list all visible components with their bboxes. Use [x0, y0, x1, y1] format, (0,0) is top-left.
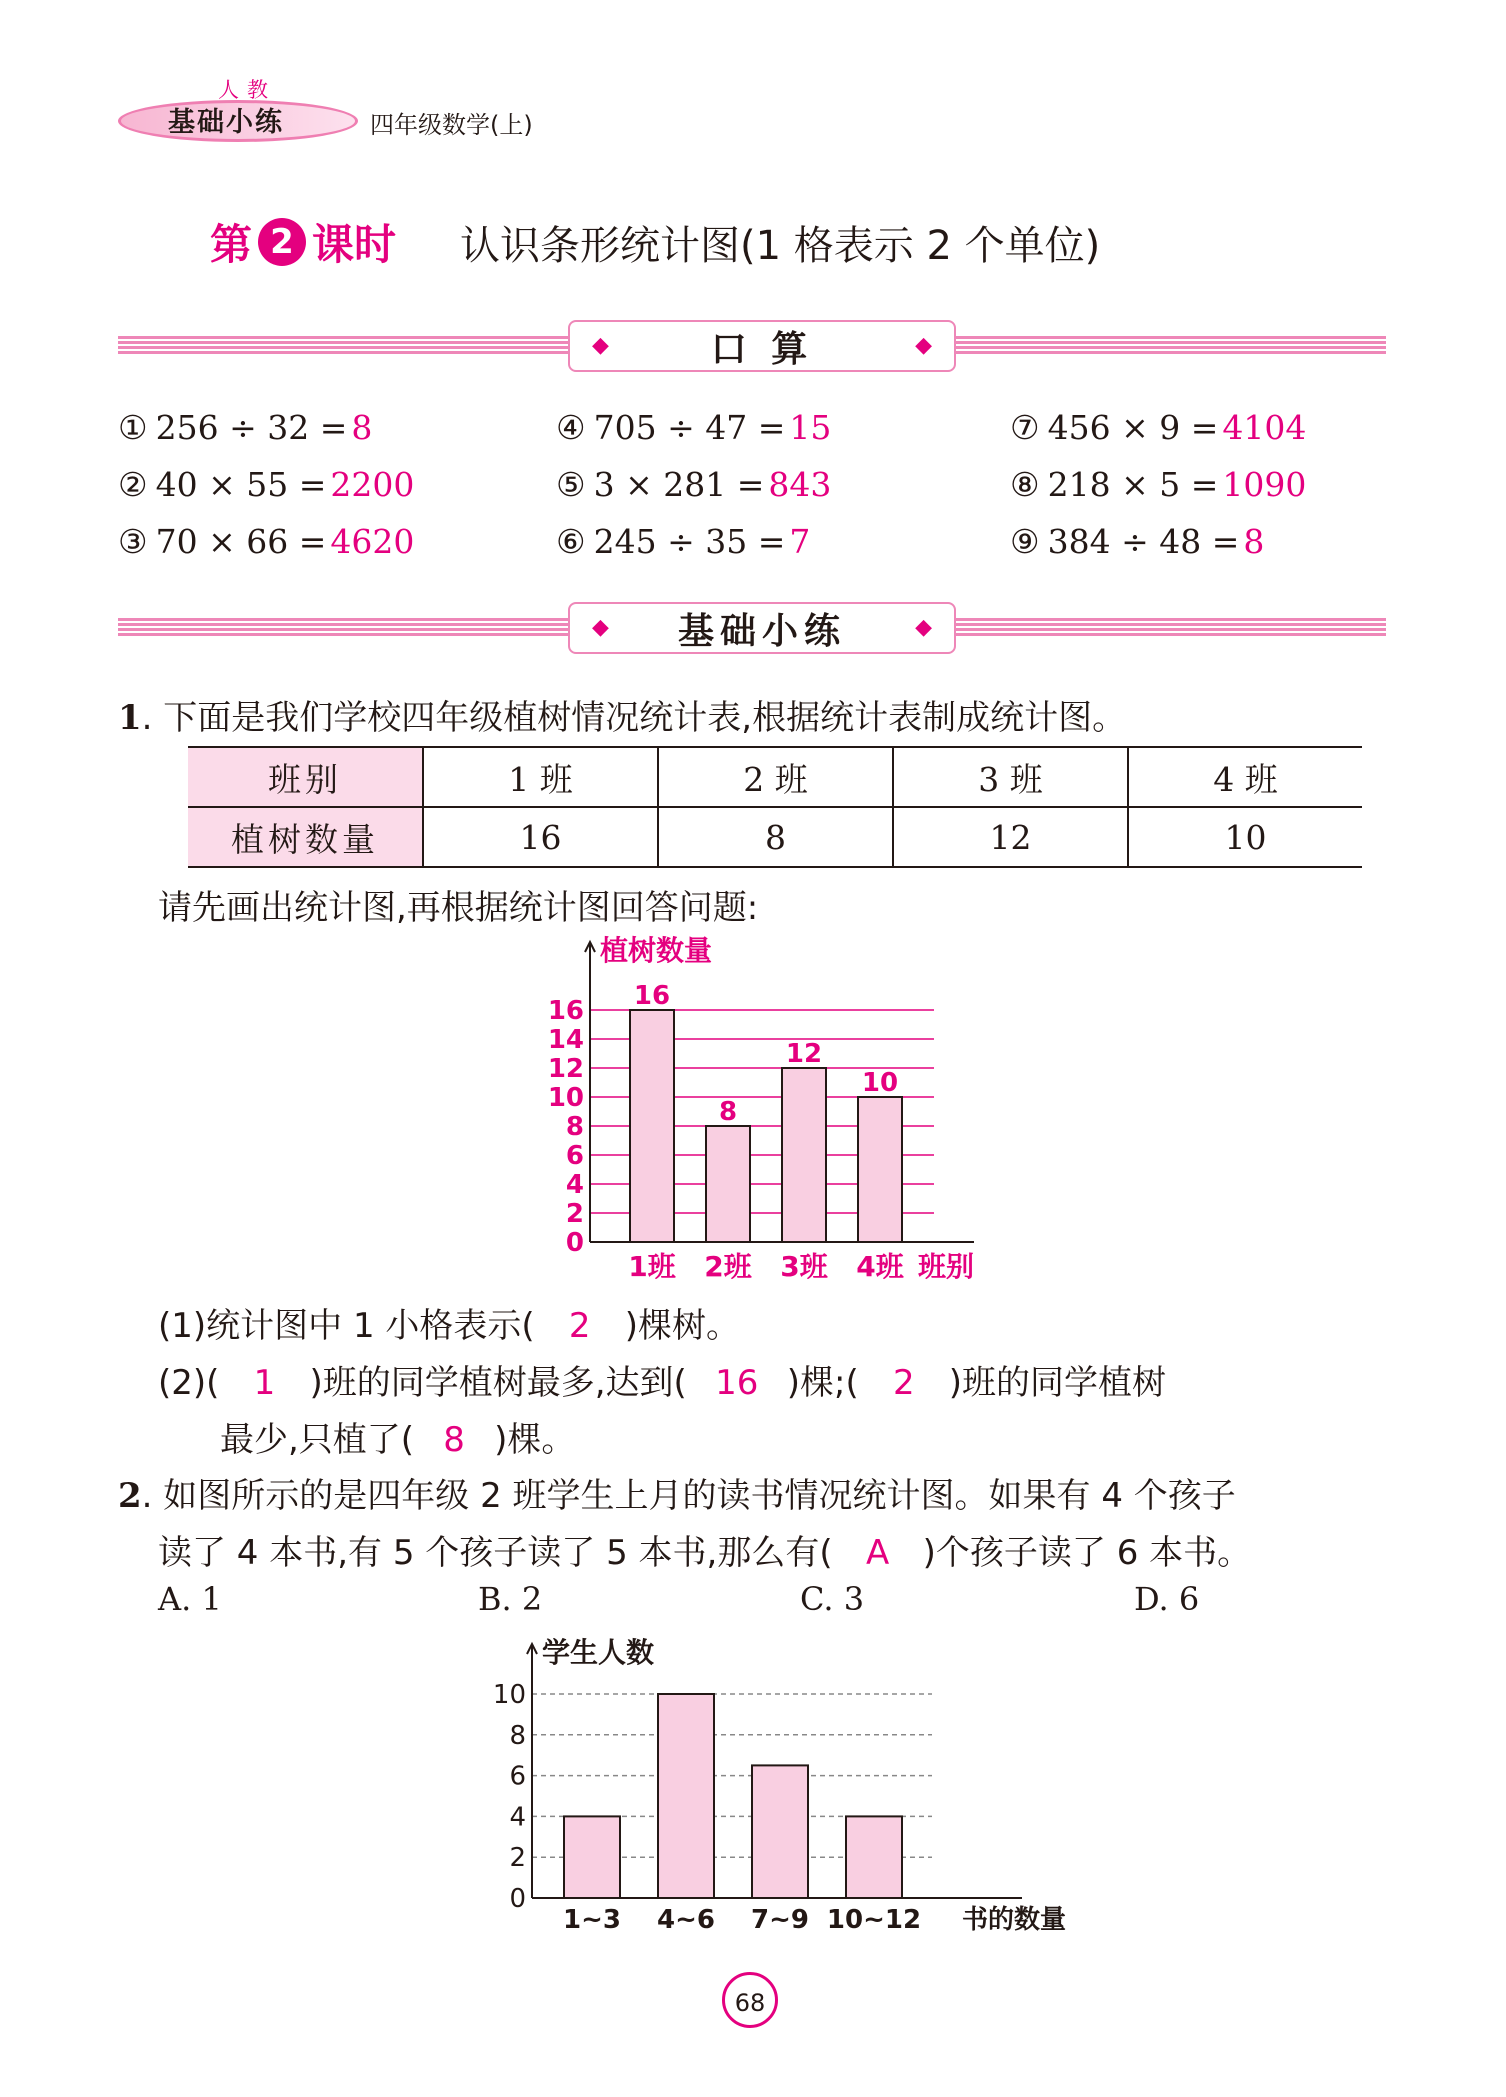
- calc-expression: 705 ÷ 47 =: [593, 408, 786, 447]
- section-banner-basic: [568, 602, 956, 654]
- y-tick-label: 6: [565, 1141, 584, 1171]
- y-tick-label: 10: [492, 1680, 526, 1710]
- sub2-text: )班的同学植树最多,达到(: [309, 1363, 687, 1403]
- answer-blank[interactable]: 8: [443, 1420, 465, 1460]
- calc-expression: 70 × 66 =: [155, 522, 327, 561]
- question-1-sub1: [158, 1298, 740, 1347]
- calc-answer[interactable]: 2200: [330, 465, 415, 504]
- y-axis-label: 学生人数: [542, 1636, 655, 1669]
- tree-planting-table: [188, 746, 1362, 868]
- answer-blank[interactable]: 2: [568, 1306, 591, 1346]
- calc-item: [1010, 522, 1264, 561]
- x-tick-label: 3班: [780, 1250, 828, 1283]
- diamond-icon: ◆: [592, 333, 609, 358]
- section-title-oral: 口 算: [710, 328, 814, 370]
- calc-answer[interactable]: 15: [789, 408, 832, 447]
- calc-mark: ①: [118, 408, 148, 447]
- question-1-stem: . 下面是我们学校四年级植树情况统计表,根据统计表制成统计图。: [141, 698, 1127, 738]
- diamond-icon: ◆: [915, 333, 932, 358]
- x-axis-label: 班别: [918, 1250, 975, 1283]
- calc-answer[interactable]: 8: [1243, 522, 1265, 561]
- calc-mark: ⑨: [1010, 522, 1040, 561]
- calc-mark: ④: [556, 408, 586, 447]
- y-tick-label: 4: [565, 1170, 584, 1200]
- table-row: [188, 807, 1362, 867]
- sub2-text: (2)(: [158, 1363, 220, 1403]
- x-tick-label: 1~3: [563, 1905, 621, 1935]
- question-1-sub2: [158, 1355, 1166, 1404]
- table-cell: 8: [658, 807, 893, 867]
- calc-mark: ⑦: [1010, 408, 1040, 447]
- table-header-cell: 班别: [188, 747, 423, 807]
- sub2-text: )棵。: [494, 1420, 576, 1460]
- option-b[interactable]: B. 2: [478, 1580, 543, 1618]
- series-title: 基础小练: [168, 107, 284, 138]
- calc-answer[interactable]: 4104: [1222, 408, 1307, 447]
- y-tick-label: 6: [509, 1761, 526, 1792]
- calc-expression: 256 ÷ 32 =: [155, 408, 348, 447]
- y-tick-label: 0: [565, 1228, 584, 1258]
- diamond-icon: ◆: [592, 615, 609, 640]
- bar: [846, 1816, 902, 1898]
- calc-item: [556, 408, 831, 447]
- question-number: 2: [118, 1476, 142, 1516]
- table-cell: 3 班: [893, 747, 1128, 807]
- question-1-instruction: 请先画出统计图,再根据统计图回答问题:: [158, 888, 759, 928]
- table-row: [188, 747, 1362, 807]
- calc-answer[interactable]: 4620: [330, 522, 415, 561]
- question-2-stem: 读了 4 本书,有 5 个孩子读了 5 本书,那么有(: [158, 1533, 833, 1573]
- bar: [706, 1126, 750, 1242]
- x-tick-label: 7~9: [751, 1905, 809, 1935]
- y-tick-label: 2: [509, 1843, 526, 1874]
- publisher-label: 人教: [218, 78, 276, 102]
- calc-mark: ②: [118, 465, 148, 504]
- answer-blank[interactable]: 2: [892, 1363, 915, 1403]
- table-cell: 12: [893, 807, 1128, 867]
- sub2-text: 最少,只植了(: [220, 1420, 415, 1460]
- bar-value-label: 8: [718, 1097, 738, 1127]
- option-c[interactable]: C. 3: [800, 1580, 865, 1618]
- lesson-number: 2: [258, 218, 306, 266]
- answer-blank[interactable]: 1: [253, 1363, 276, 1403]
- sub1-text: (1)统计图中 1 小格表示(: [158, 1306, 535, 1346]
- bar: [752, 1765, 808, 1898]
- table-cell: 2 班: [658, 747, 893, 807]
- bar: [630, 1010, 674, 1242]
- question-1-text: [118, 690, 1126, 739]
- y-tick-label: 10: [547, 1083, 584, 1113]
- section-banner-oral: [568, 320, 956, 372]
- calc-answer[interactable]: 7: [789, 522, 811, 561]
- answer-blank[interactable]: A: [865, 1533, 890, 1573]
- sub2-text: )棵;(: [786, 1363, 859, 1403]
- bar-value-label: 12: [785, 1039, 823, 1069]
- y-tick-label: 12: [547, 1054, 584, 1084]
- calc-mark: ⑧: [1010, 465, 1040, 504]
- x-tick-label: 2班: [704, 1250, 752, 1283]
- calc-mark: ③: [118, 522, 148, 561]
- book-label: 四年级数学(上): [370, 111, 533, 139]
- calc-mark: ⑤: [556, 465, 586, 504]
- y-tick-label: 2: [565, 1199, 584, 1229]
- y-axis-label: 植树数量: [600, 934, 713, 967]
- x-tick-label: 10~12: [826, 1905, 922, 1935]
- y-tick-label: 4: [509, 1802, 526, 1833]
- option-a[interactable]: A. 1: [158, 1580, 222, 1618]
- bar: [564, 1816, 620, 1898]
- calc-expression: 245 ÷ 35 =: [593, 522, 786, 561]
- question-2-stem: )个孩子读了 6 本书。: [922, 1533, 1252, 1573]
- page-number: 68: [722, 1972, 778, 2028]
- calc-answer[interactable]: 843: [768, 465, 832, 504]
- calc-item: [1010, 465, 1306, 504]
- calc-expression: 40 × 55 =: [155, 465, 327, 504]
- calc-expression: 218 × 5 =: [1047, 465, 1219, 504]
- y-tick-label: 8: [565, 1112, 584, 1142]
- sub2-text: )班的同学植树: [948, 1363, 1167, 1403]
- y-tick-label: 16: [547, 996, 584, 1026]
- calc-answer[interactable]: 1090: [1222, 465, 1307, 504]
- question-2-stem: . 如图所示的是四年级 2 班学生上月的读书情况统计图。如果有 4 个孩子: [141, 1476, 1236, 1516]
- bar: [782, 1068, 826, 1242]
- sub1-text: )棵树。: [624, 1306, 740, 1346]
- reading-bar-chart: [470, 1630, 1070, 1950]
- y-tick-label: 0: [509, 1884, 526, 1914]
- table-cell: 16: [423, 807, 658, 867]
- question-2-text: [118, 1468, 1236, 1517]
- x-tick-label: 4班: [856, 1250, 904, 1283]
- calc-item: [118, 522, 414, 561]
- lesson-suffix: 课时: [312, 220, 397, 269]
- lesson-badge: [210, 212, 396, 272]
- x-axis-label: 书的数量: [962, 1905, 1067, 1935]
- lesson-title: 认识条形统计图(1 格表示 2 个单位): [460, 223, 1101, 269]
- question-1-sub2-cont: [220, 1412, 575, 1461]
- question-2-line2: [158, 1525, 1251, 1574]
- calc-item: [118, 408, 372, 447]
- diamond-icon: ◆: [915, 615, 932, 640]
- answer-blank[interactable]: 16: [715, 1363, 759, 1403]
- table-header-cell: 植树数量: [188, 807, 423, 867]
- bar: [858, 1097, 902, 1242]
- lesson-prefix: 第: [210, 220, 253, 269]
- y-tick-label: 14: [547, 1025, 584, 1055]
- tree-planting-bar-chart: [500, 930, 1020, 1290]
- bar: [658, 1694, 714, 1898]
- question-number: 1: [118, 698, 142, 738]
- option-d[interactable]: D. 6: [1134, 1580, 1200, 1618]
- calc-item: [556, 522, 810, 561]
- calc-mark: ⑥: [556, 522, 586, 561]
- bar-value-label: 16: [633, 981, 671, 1011]
- calc-expression: 456 × 9 =: [1047, 408, 1219, 447]
- table-cell: 1 班: [423, 747, 658, 807]
- calc-item: [1010, 408, 1306, 447]
- x-tick-label: 1班: [628, 1250, 676, 1283]
- table-cell: 4 班: [1128, 747, 1362, 807]
- calc-item: [556, 465, 831, 504]
- calc-answer[interactable]: 8: [351, 408, 373, 447]
- table-cell: 10: [1128, 807, 1362, 867]
- x-tick-label: 4~6: [657, 1905, 715, 1935]
- calc-expression: 3 × 281 =: [593, 465, 765, 504]
- section-title-basic: 基础小练: [677, 610, 846, 652]
- calc-item: [118, 465, 414, 504]
- bar-value-label: 10: [861, 1068, 899, 1098]
- y-tick-label: 8: [509, 1720, 526, 1751]
- calc-expression: 384 ÷ 48 =: [1047, 522, 1240, 561]
